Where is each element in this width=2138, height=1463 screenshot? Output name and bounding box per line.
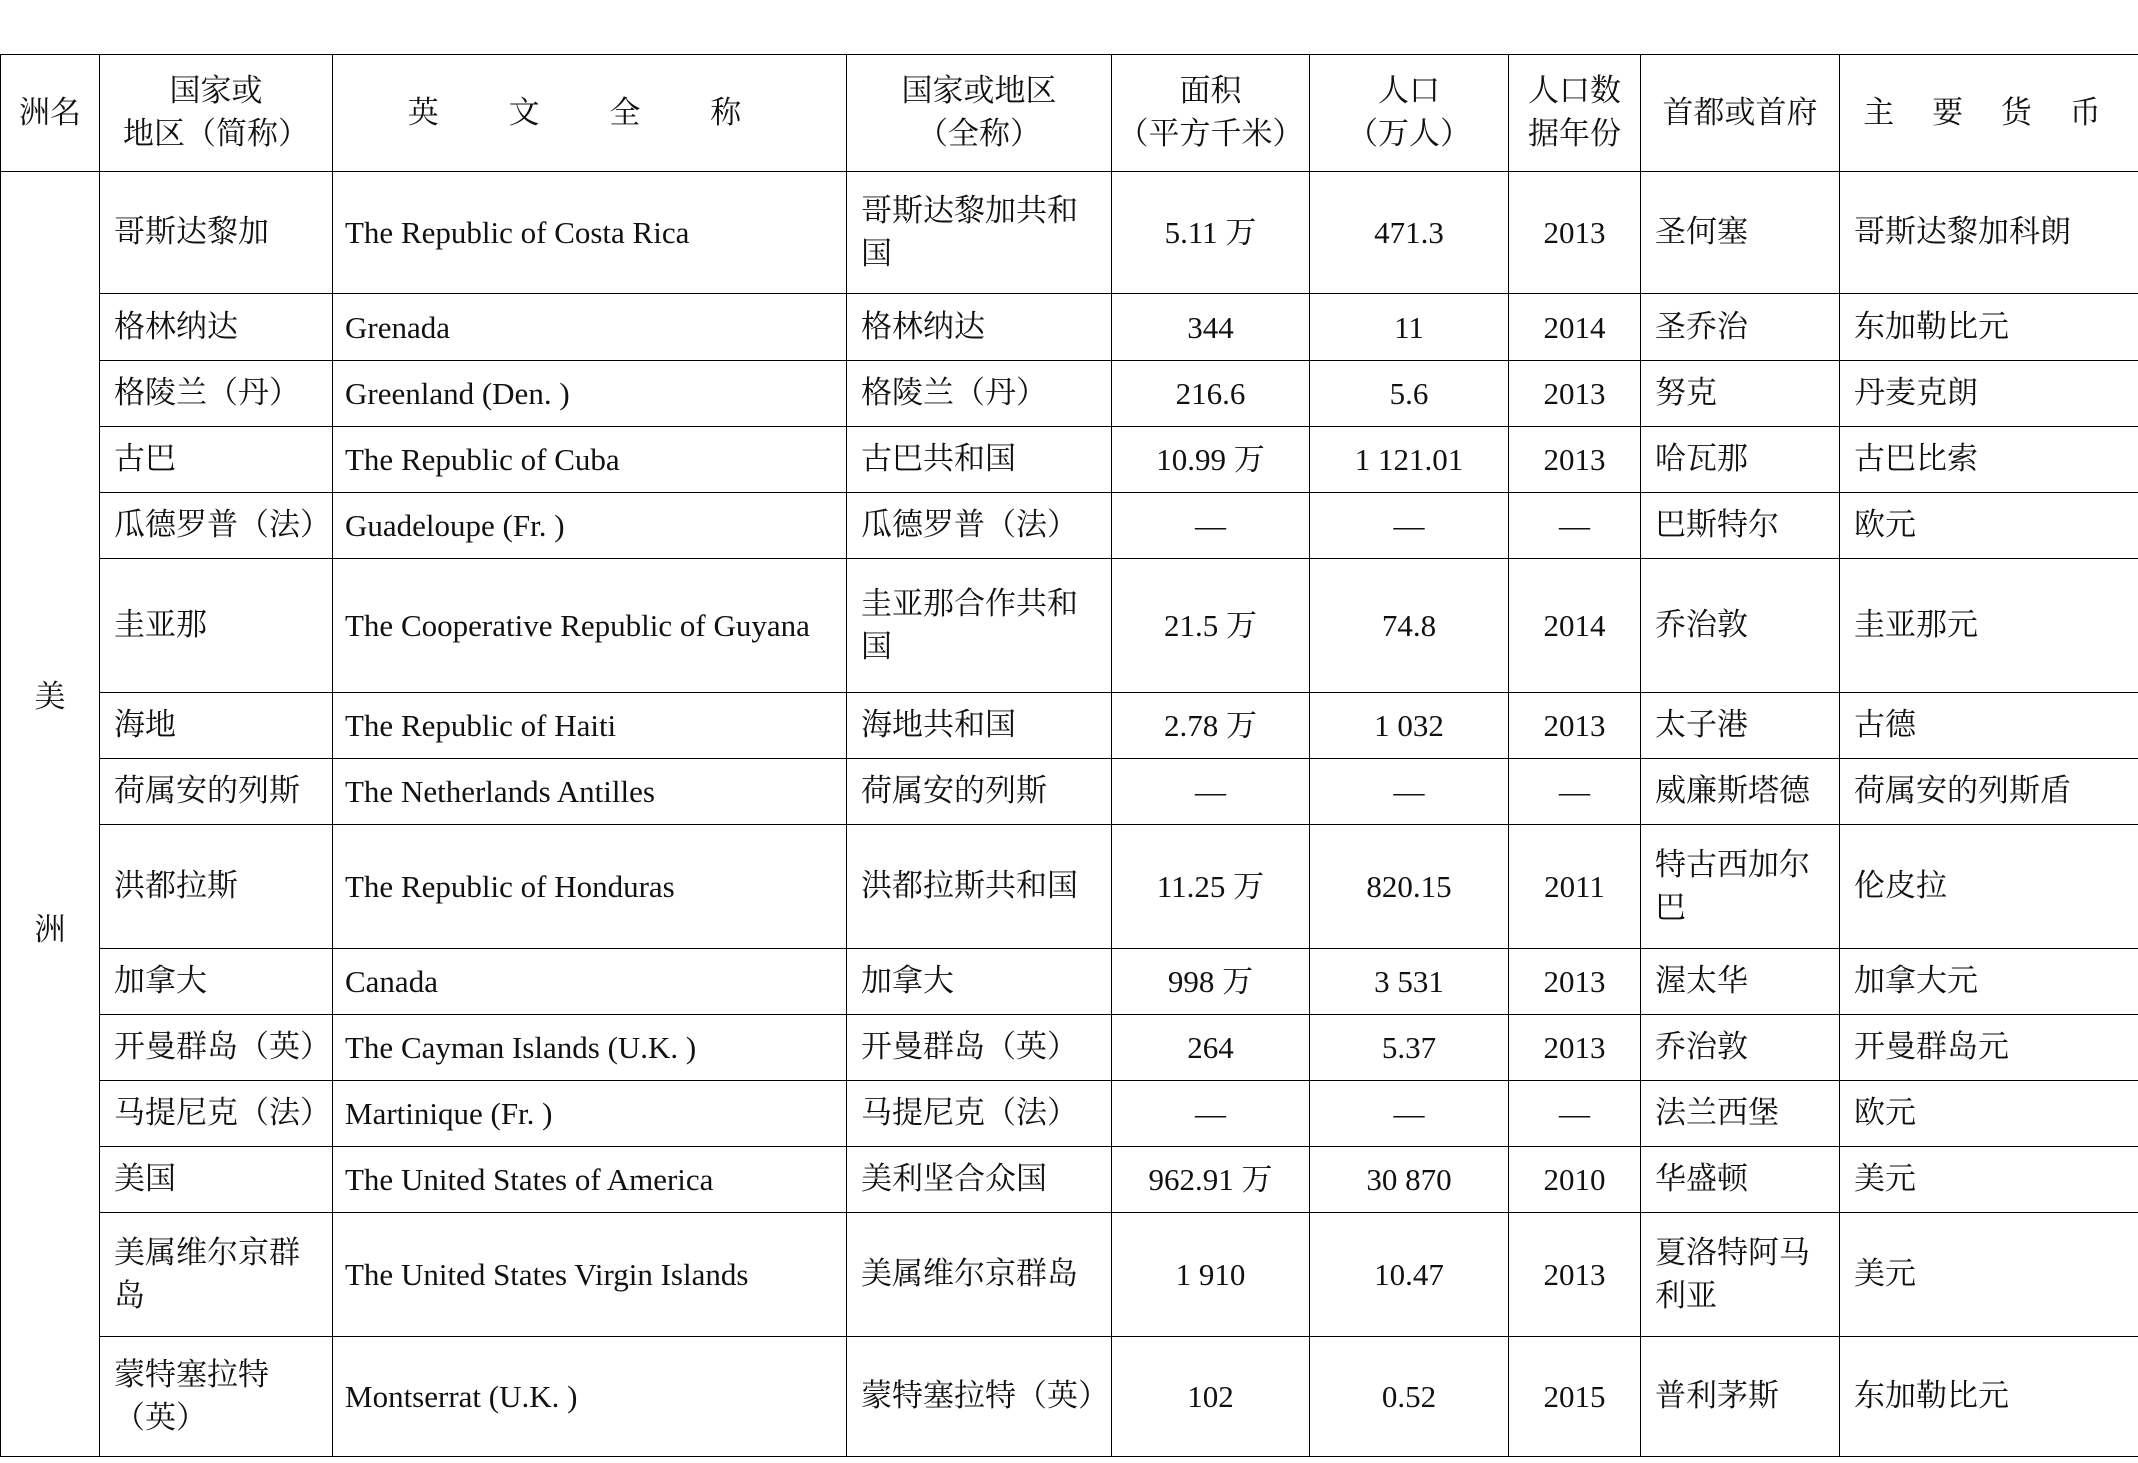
table-row [1, 1015, 2138, 1081]
country-table-page [0, 54, 2138, 1457]
cell-full-name: 开曼群岛（英） [847, 1015, 1112, 1081]
cell-area: 5.11 万 [1112, 172, 1310, 294]
cell-full-name: 哥斯达黎加共和国 [847, 172, 1112, 294]
cell-population: 30 870 [1310, 1147, 1509, 1213]
cell-full-name: 海地共和国 [847, 693, 1112, 759]
cell-english-name: The Republic of Cuba [333, 427, 847, 493]
cell-capital: 法兰西堡 [1641, 1081, 1840, 1147]
cell-pop-year: — [1509, 1081, 1641, 1147]
table-row [1, 559, 2138, 693]
cell-currency: 荷属安的列斯盾 [1840, 759, 2138, 825]
cell-pop-year: — [1509, 493, 1641, 559]
table-row [1, 361, 2138, 427]
cell-english-name: The Republic of Costa Rica [333, 172, 847, 294]
cell-capital: 威廉斯塔德 [1641, 759, 1840, 825]
table-row [1, 1081, 2138, 1147]
cell-short-name: 格陵兰（丹） [100, 361, 333, 427]
cell-english-name: The Netherlands Antilles [333, 759, 847, 825]
cell-population: 820.15 [1310, 825, 1509, 949]
cell-currency: 东加勒比元 [1840, 294, 2138, 361]
cell-currency: 欧元 [1840, 1081, 2138, 1147]
cell-currency: 古德 [1840, 693, 2138, 759]
table-row [1, 427, 2138, 493]
cell-short-name: 加拿大 [100, 949, 333, 1015]
cell-area: 10.99 万 [1112, 427, 1310, 493]
cell-currency: 开曼群岛元 [1840, 1015, 2138, 1081]
cell-full-name: 格林纳达 [847, 294, 1112, 361]
cell-currency: 美元 [1840, 1213, 2138, 1337]
table-row [1, 825, 2138, 949]
cell-english-name: Canada [333, 949, 847, 1015]
cell-short-name: 哥斯达黎加 [100, 172, 333, 294]
cell-pop-year: — [1509, 759, 1641, 825]
cell-area: 344 [1112, 294, 1310, 361]
cell-population: — [1310, 493, 1509, 559]
cell-population: 10.47 [1310, 1213, 1509, 1337]
cell-capital: 圣乔治 [1641, 294, 1840, 361]
cell-pop-year: 2014 [1509, 559, 1641, 693]
country-table [0, 54, 2138, 1457]
cell-full-name: 蒙特塞拉特（英） [847, 1337, 1112, 1457]
cell-capital: 努克 [1641, 361, 1840, 427]
cell-area: 998 万 [1112, 949, 1310, 1015]
cell-population: 3 531 [1310, 949, 1509, 1015]
cell-short-name: 美国 [100, 1147, 333, 1213]
cell-english-name: Guadeloupe (Fr. ) [333, 493, 847, 559]
cell-capital: 乔治敦 [1641, 559, 1840, 693]
header-short-name: 国家或 地区（简称） [100, 55, 333, 172]
cell-capital: 渥太华 [1641, 949, 1840, 1015]
cell-currency: 哥斯达黎加科朗 [1840, 172, 2138, 294]
continent-label-bottom: 洲 [34, 912, 66, 948]
cell-capital: 华盛顿 [1641, 1147, 1840, 1213]
cell-pop-year: 2014 [1509, 294, 1641, 361]
cell-short-name: 洪都拉斯 [100, 825, 333, 949]
header-row [1, 55, 2138, 172]
cell-short-name: 荷属安的列斯 [100, 759, 333, 825]
cell-pop-year: 2013 [1509, 1213, 1641, 1337]
cell-pop-year: 2013 [1509, 172, 1641, 294]
cell-area: 21.5 万 [1112, 559, 1310, 693]
cell-area: 962.91 万 [1112, 1147, 1310, 1213]
cell-short-name: 蒙特塞拉特（英） [100, 1337, 333, 1457]
cell-english-name: The Cooperative Republic of Guyana [333, 559, 847, 693]
cell-english-name: Martinique (Fr. ) [333, 1081, 847, 1147]
cell-currency: 丹麦克朗 [1840, 361, 2138, 427]
cell-pop-year: 2015 [1509, 1337, 1641, 1457]
cell-currency: 东加勒比元 [1840, 1337, 2138, 1457]
table-row [1, 493, 2138, 559]
header-population: 人口 （万人） [1310, 55, 1509, 172]
cell-pop-year: 2013 [1509, 427, 1641, 493]
cell-capital: 普利茅斯 [1641, 1337, 1840, 1457]
cell-short-name: 圭亚那 [100, 559, 333, 693]
table-row [1, 1147, 2138, 1213]
cell-short-name: 古巴 [100, 427, 333, 493]
cell-currency: 加拿大元 [1840, 949, 2138, 1015]
cell-currency: 圭亚那元 [1840, 559, 2138, 693]
cell-capital: 夏洛特阿马利亚 [1641, 1213, 1840, 1337]
cell-pop-year: 2011 [1509, 825, 1641, 949]
cell-capital: 特古西加尔巴 [1641, 825, 1840, 949]
cell-population: 74.8 [1310, 559, 1509, 693]
cell-short-name: 开曼群岛（英） [100, 1015, 333, 1081]
cell-capital: 巴斯特尔 [1641, 493, 1840, 559]
cell-english-name: Montserrat (U.K. ) [333, 1337, 847, 1457]
cell-english-name: The Cayman Islands (U.K. ) [333, 1015, 847, 1081]
cell-full-name: 洪都拉斯共和国 [847, 825, 1112, 949]
cell-pop-year: 2013 [1509, 693, 1641, 759]
cell-full-name: 美属维尔京群岛 [847, 1213, 1112, 1337]
cell-short-name: 格林纳达 [100, 294, 333, 361]
cell-population: 5.37 [1310, 1015, 1509, 1081]
cell-full-name: 瓜德罗普（法） [847, 493, 1112, 559]
table-row [1, 294, 2138, 361]
cell-population: 471.3 [1310, 172, 1509, 294]
cell-full-name: 美利坚合众国 [847, 1147, 1112, 1213]
table-row [1, 949, 2138, 1015]
cell-english-name: The Republic of Haiti [333, 693, 847, 759]
table-body [1, 172, 2138, 1457]
cell-currency: 古巴比索 [1840, 427, 2138, 493]
continent-cell [1, 172, 100, 1457]
cell-population: 5.6 [1310, 361, 1509, 427]
cell-area: — [1112, 759, 1310, 825]
cell-short-name: 海地 [100, 693, 333, 759]
header-english-name: 英 文 全 称 [333, 55, 847, 172]
cell-area: — [1112, 493, 1310, 559]
cell-population: 1 121.01 [1310, 427, 1509, 493]
cell-short-name: 美属维尔京群岛 [100, 1213, 333, 1337]
table-row [1, 1213, 2138, 1337]
cell-english-name: The United States of America [333, 1147, 847, 1213]
cell-currency: 欧元 [1840, 493, 2138, 559]
cell-pop-year: 2010 [1509, 1147, 1641, 1213]
cell-currency: 伦皮拉 [1840, 825, 2138, 949]
header-currency: 主 要 货 币 [1840, 55, 2138, 172]
cell-pop-year: 2013 [1509, 361, 1641, 427]
cell-short-name: 马提尼克（法） [100, 1081, 333, 1147]
header-continent: 洲名 [1, 55, 100, 172]
table-row [1, 172, 2138, 294]
cell-population: 1 032 [1310, 693, 1509, 759]
cell-area: 1 910 [1112, 1213, 1310, 1337]
header-area: 面积 （平方千米） [1112, 55, 1310, 172]
table-row [1, 759, 2138, 825]
cell-full-name: 格陵兰（丹） [847, 361, 1112, 427]
header-full-name: 国家或地区 （全称） [847, 55, 1112, 172]
cell-currency: 美元 [1840, 1147, 2138, 1213]
cell-area: 11.25 万 [1112, 825, 1310, 949]
header-pop-year: 人口数 据年份 [1509, 55, 1641, 172]
cell-area: 264 [1112, 1015, 1310, 1081]
cell-english-name: The United States Virgin Islands [333, 1213, 847, 1337]
continent-label-top: 美 [34, 679, 66, 715]
cell-full-name: 马提尼克（法） [847, 1081, 1112, 1147]
cell-full-name: 加拿大 [847, 949, 1112, 1015]
cell-population: — [1310, 759, 1509, 825]
cell-pop-year: 2013 [1509, 1015, 1641, 1081]
cell-short-name: 瓜德罗普（法） [100, 493, 333, 559]
cell-area: 102 [1112, 1337, 1310, 1457]
cell-capital: 圣何塞 [1641, 172, 1840, 294]
cell-pop-year: 2013 [1509, 949, 1641, 1015]
table-row [1, 693, 2138, 759]
cell-area: — [1112, 1081, 1310, 1147]
header-capital: 首都或首府 [1641, 55, 1840, 172]
cell-english-name: Grenada [333, 294, 847, 361]
cell-english-name: The Republic of Honduras [333, 825, 847, 949]
cell-full-name: 荷属安的列斯 [847, 759, 1112, 825]
cell-full-name: 圭亚那合作共和国 [847, 559, 1112, 693]
cell-capital: 乔治敦 [1641, 1015, 1840, 1081]
cell-population: 0.52 [1310, 1337, 1509, 1457]
cell-english-name: Greenland (Den. ) [333, 361, 847, 427]
cell-capital: 哈瓦那 [1641, 427, 1840, 493]
table-row [1, 1337, 2138, 1457]
cell-population: — [1310, 1081, 1509, 1147]
cell-capital: 太子港 [1641, 693, 1840, 759]
cell-full-name: 古巴共和国 [847, 427, 1112, 493]
cell-area: 2.78 万 [1112, 693, 1310, 759]
cell-population: 11 [1310, 294, 1509, 361]
cell-area: 216.6 [1112, 361, 1310, 427]
